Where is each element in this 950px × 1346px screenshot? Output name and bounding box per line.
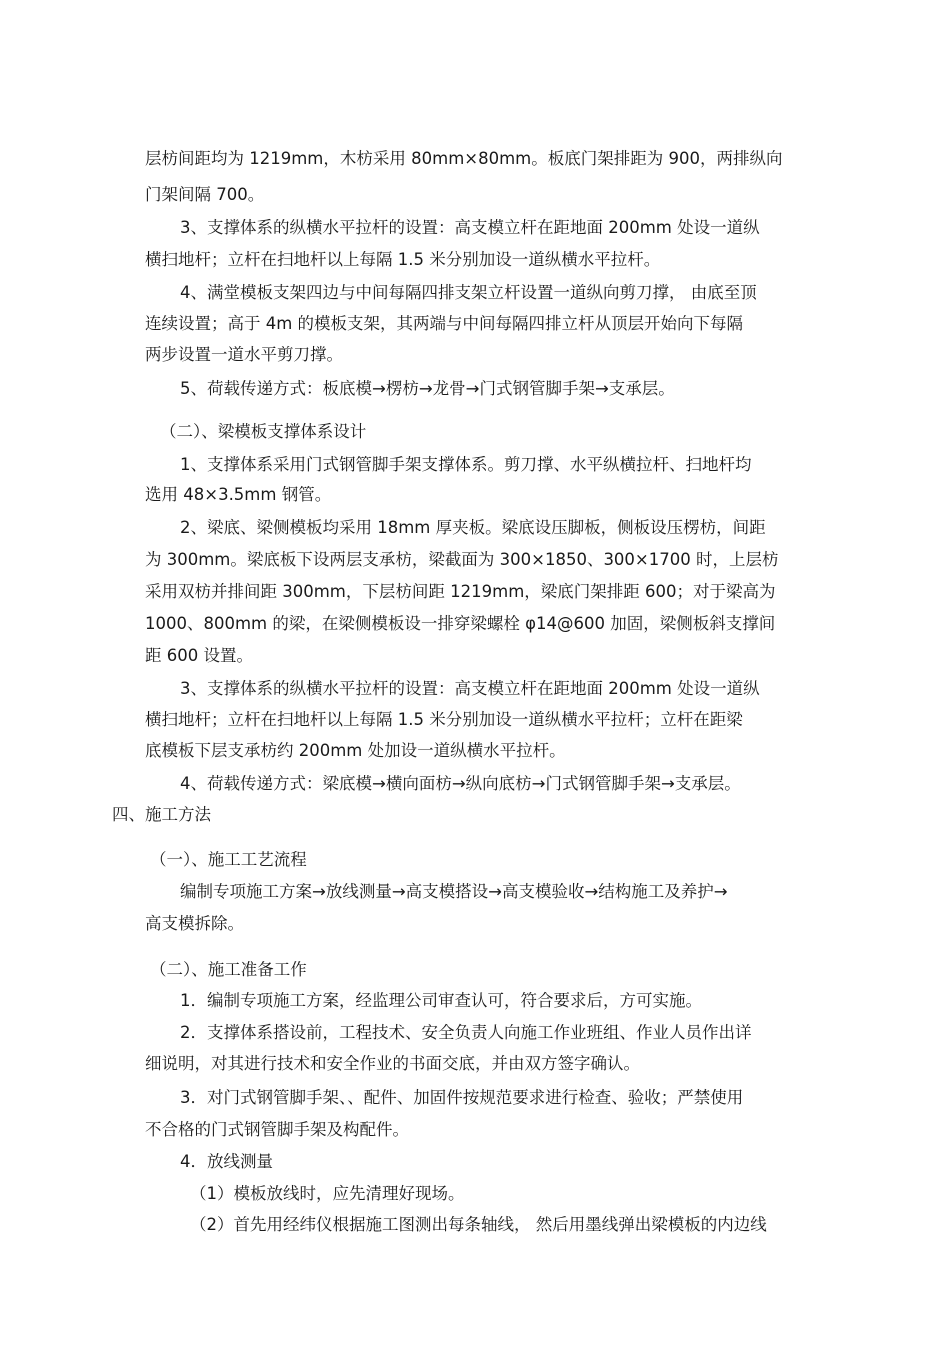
text-line: 2．支撑体系搭设前，工程技术、安全负责人向施工作业班组、作业人员作出详	[180, 1023, 752, 1042]
text-line: 1．编制专项施工方案，经监理公司审查认可，符合要求后，方可实施。	[180, 991, 702, 1010]
text-line: 两步设置一道水平剪刀撑。	[145, 345, 343, 364]
text-line: 2、梁底、梁侧模板均采用 18mm 厚夹板。梁底设压脚板，侧板设压楞枋，间距	[180, 518, 766, 537]
section-heading: （一）、施工工艺流程	[150, 850, 307, 869]
text-line: 细说明，对其进行技术和安全作业的书面交底，并由双方签字确认。	[145, 1054, 640, 1073]
text-line: 4．放线测量	[180, 1152, 273, 1171]
text-line: 不合格的门式钢管脚手架及构配件。	[145, 1120, 409, 1139]
text-line: 1、支撑体系采用门式钢管脚手架支撑体系。剪刀撑、水平纵横拉杆、扫地杆均	[180, 455, 752, 474]
text-line: 4、满堂模板支架四边与中间每隔四排支架立杆设置一道纵向剪刀撑， 由底至顶	[180, 283, 757, 302]
text-line: 门架间隔 700。	[145, 185, 265, 204]
text-line: 选用 48×3.5mm 钢管。	[145, 485, 332, 504]
text-line: 5、荷载传递方式：板底模→楞枋→龙骨→门式钢管脚手架→支承层。	[180, 379, 675, 398]
text-line: 横扫地杆；立杆在扫地杆以上每隔 1.5 米分别加设一道纵横水平拉杆；立杆在距梁	[145, 710, 743, 729]
text-line: 3．对门式钢管脚手架、、配件、加固件按规范要求进行检查、验收；严禁使用	[180, 1088, 744, 1107]
text-line: 采用双枋并排间距 300mm，下层枋间距 1219mm，梁底门架排距 600；对于梁高为	[145, 582, 776, 601]
text-line: 横扫地杆；立杆在扫地杆以上每隔 1.5 米分别加设一道纵横水平拉杆。	[145, 250, 661, 269]
section-heading: 四、施工方法	[112, 805, 211, 824]
text-line: 连续设置；高于 4m 的模板支架，其两端与中间每隔四排立杆从顶层开始向下每隔	[145, 314, 744, 333]
section-heading: （二）、施工准备工作	[150, 960, 307, 979]
text-line: （1）模板放线时，应先清理好现场。	[190, 1184, 465, 1203]
text-line: 层枋间距均为 1219mm，木枋采用 80mm×80mm。板底门架排距为 900，两排纵向	[145, 149, 783, 168]
text-line: 编制专项施工方案→放线测量→高支模搭设→高支模验收→结构施工及养护→	[180, 882, 728, 901]
text-line: 距 600 设置。	[145, 646, 253, 665]
section-heading: （二）、梁模板支撑体系设计	[160, 422, 367, 441]
text-line: 3、支撑体系的纵横水平拉杆的设置：高支模立杆在距地面 200mm 处设一道纵	[180, 218, 760, 237]
text-line: 为 300mm。梁底板下设两层支承枋，梁截面为 300×1850、300×1700 时，上层枋	[145, 550, 779, 569]
text-line: 高支模拆除。	[145, 914, 244, 933]
text-line: 3、支撑体系的纵横水平拉杆的设置：高支模立杆在距地面 200mm 处设一道纵	[180, 679, 760, 698]
text-line: 4、荷载传递方式：梁底模→横向面枋→纵向底枋→门式钢管脚手架→支承层。	[180, 774, 741, 793]
text-line: （2）首先用经纬仪根据施工图测出每条轴线， 然后用墨线弹出梁模板的内边线	[190, 1215, 767, 1234]
text-line: 底模板下层支承枋约 200mm 处加设一道纵横水平拉杆。	[145, 741, 566, 760]
text-line: 1000、800mm 的梁，在梁侧模板设一排穿梁螺栓 φ14@600 加固，梁侧板斜支撑间	[145, 614, 776, 633]
